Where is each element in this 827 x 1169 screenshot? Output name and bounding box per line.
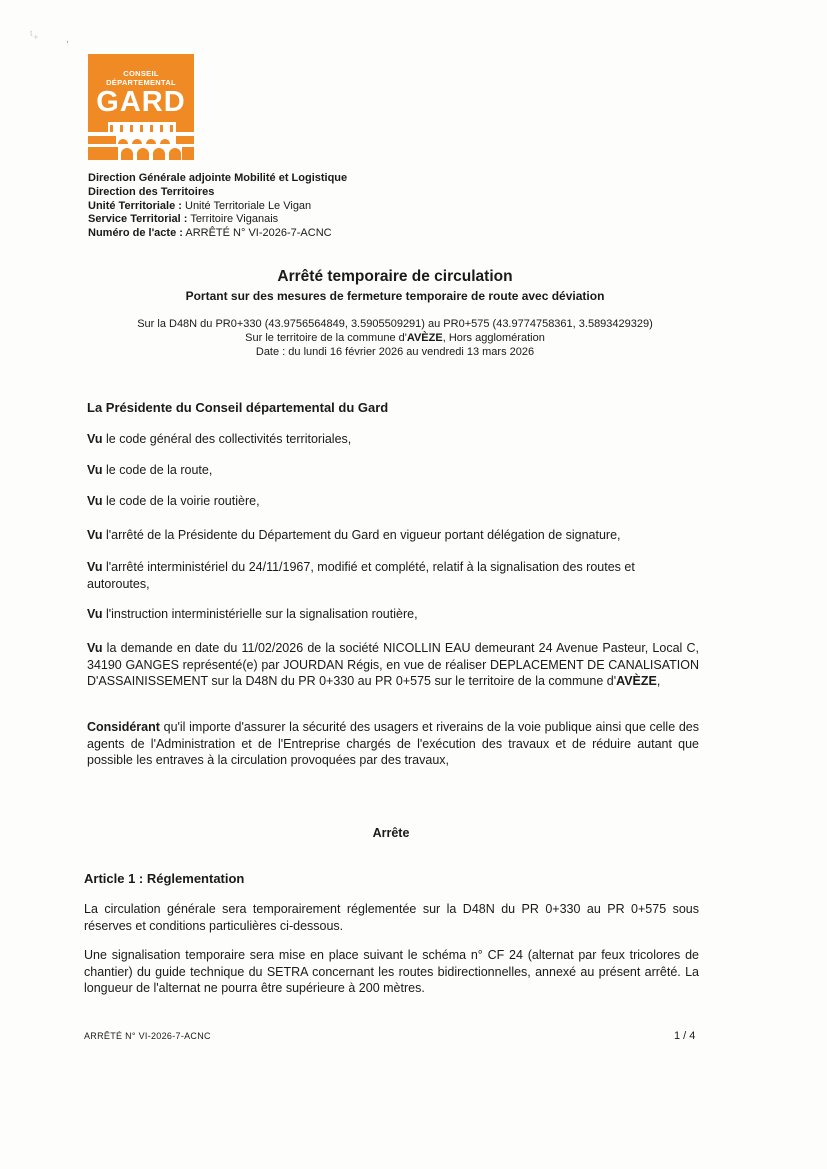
commune-name: AVÈZE [616,674,657,688]
header-unite [88,199,311,213]
article-1-paragraph-1: La circulation générale sera temporairement réglementée sur la D48N du PR 0+330 au PR 0+575 sous réserves et conditions particulières ci-dessous. [84,902,699,933]
vu-paragraph-4: Vu l'arrêté de la Présidente du Département du Gard en vigueur portant délégation de signature, [87,528,621,542]
article-1-title: Article 1 : Réglementation [84,871,245,886]
page-title: Arrêté temporaire de circulation [277,268,513,285]
logo-line-departemental: DÉPARTEMENTAL [106,78,176,87]
scan-artifact: ᵗ₊ [30,28,39,42]
date-line: Date : du lundi 16 février 2026 au vendredi 13 mars 2026 [255,346,535,358]
page-subtitle: Portant sur des mesures de fermeture temporaire de route avec déviation [185,289,605,303]
gard-logo [88,54,194,160]
header-service [88,212,278,226]
header-dgam: Direction Générale adjointe Mobilité et Logistique [88,172,348,184]
decision-heading: Arrête [372,826,410,840]
vu-paragraph-3: Vu le code de la voirie routière, [87,494,260,508]
vu-paragraph-2: Vu le code de la route, [87,463,213,477]
vu-paragraph-5: Vu l'arrêté interministériel du 24/11/1967, modifié et complété, relatif à la signalisation des routes et autoroutes, [87,560,635,591]
unite-label: Unité Territoriale : [88,200,182,212]
commune-line: Sur le territoire de la commune d'AVÈZE, Hors agglomération [245,332,545,344]
acte-label: Numéro de l'acte : [88,227,183,239]
vu-paragraph-1: Vu le code général des collectivités territoriales, [87,432,352,446]
commune-name: AVÈZE [406,332,443,344]
header-acte [88,226,332,240]
location-line: Sur la D48N du PR0+330 (43.9756564849, 3.5905509291) au PR0+575 (43.9774758361, 3.5893429329) [137,318,653,330]
unite-value: Unité Territoriale Le Vigan [185,200,312,212]
authority-heading: La Présidente du Conseil départemental du Gard [87,400,389,415]
service-value: Territoire Viganais [190,213,279,225]
service-label: Service Territorial : [88,213,188,225]
vu-paragraph-7: Vu la demande en date du 11/02/2026 de la société NICOLLIN EAU demeurant 24 Avenue Pasteur, Local C, 34190 GANGES représenté(e) par JOURDAN Régis, en vue de réaliser DEPLACEMENT DE CANALISATION D'ASSAINISSEMENT sur la D48N du PR 0+330 au PR 0+575 sur le territoire de la commune d'AVÈZE, [87,641,699,688]
acte-value: ARRÊTÉ N° VI-2026-7-ACNC [185,227,332,239]
pont-du-gard-arches-icon [88,122,194,160]
header-direction: Direction des Territoires [88,186,215,198]
logo-line-gard: GARD [96,86,186,118]
considerant-paragraph: Considérant qu'il importe d'assurer la sécurité des usagers et riverains de la voie publique ainsi que celle des agents de l'Administration et de l'Entreprise chargés de l'exécution des travaux et de réduire autant que possible les entraves à la circulation provoquées par des travaux, [87,720,699,767]
logo-line-conseil: CONSEIL [123,69,159,78]
article-1-paragraph-2: Une signalisation temporaire sera mise en place suivant le schéma n° CF 24 (alternat par feux tricolores de chantier) du guide technique du SETRA concernant les routes bidirectionnelles, annexé au présent arrêté. La longueur de l'alternat ne pourra être supérieure à 200 mètres. [84,948,699,995]
scan-artifact-dot: , [66,34,69,45]
page-number: 1 / 4 [674,1030,696,1042]
vu-paragraph-6: Vu l'instruction interministérielle sur la signalisation routière, [87,607,418,621]
footer-reference: ARRÊTÉ N° VI-2026-7-ACNC [84,1031,211,1041]
